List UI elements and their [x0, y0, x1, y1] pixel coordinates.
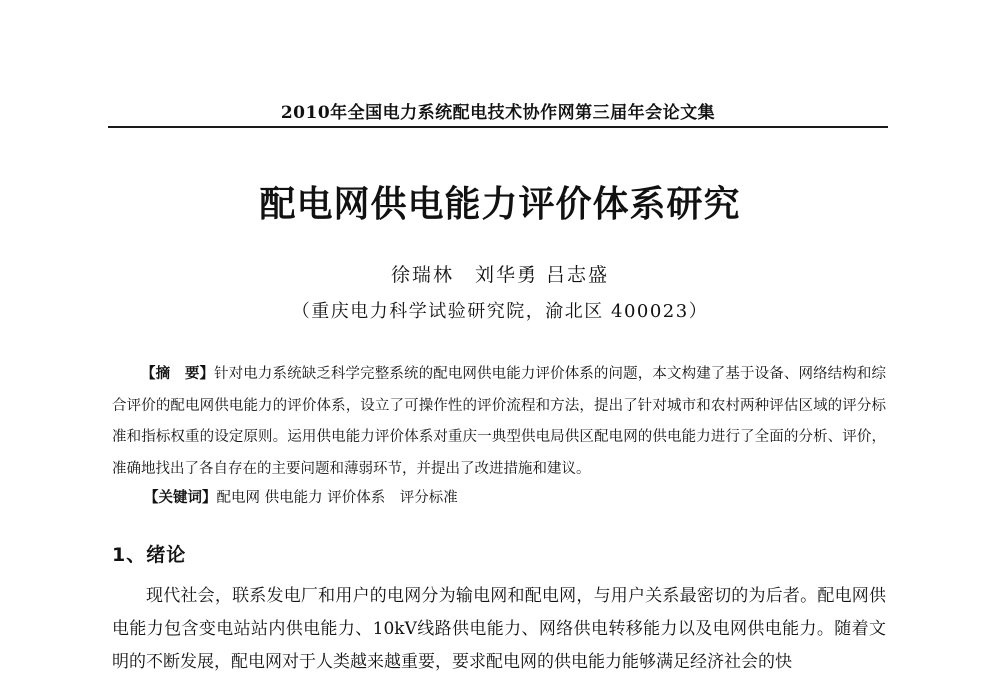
keywords-label: 【关键词】 — [144, 489, 217, 506]
paper-title: 配电网供电能力评价体系研究 — [259, 184, 741, 225]
abstract-label: 【摘 要】 — [141, 365, 215, 382]
section-heading-introduction: 1、绪论 — [112, 544, 187, 566]
abstract-paragraph — [112, 358, 886, 485]
introduction-paragraph: 现代社会，联系发电厂和用户的电网分为输电网和配电网，与用户关系最密切的为后者。配电网供电能力包含变电站站内供电能力、10kV线路供电能力、网络供电转移能力以及电网供电能力。随着文明的不断发展，配电网对于人类越来越重要，要求配电网的供电能力能够满足经济社会的快 — [112, 586, 886, 672]
keywords-line — [144, 486, 884, 507]
keywords-text: 配电网 供电能力 评价体系 评分标准 — [216, 490, 458, 506]
abstract-text: 针对电力系统缺乏科学完整系统的配电网供电能力评价体系的问题，本文构建了基于设备、网络结构和综合评价的配电网供电能力的评价体系，设立了可操作性的评价流程和方法，提出了针对城市和农村两种评估区域的评分标准和指标权重的设定原则。运用供电能力评价体系对重庆一典型供电局供区配电网的供电能力进行了全面的分析、评价，准确地找出了各自存在的主要问题和薄弱环节，并提出了改进措施和建议。 — [112, 366, 887, 477]
paper-authors: 徐瑞林 刘华勇 吕志盛 — [390, 264, 610, 286]
paper-affiliation: （重庆电力科学试验研究院，渝北区 400023） — [291, 301, 709, 322]
proceedings-header: 2010年全国电力系统配电技术协作网第三届年会论文集 — [280, 103, 716, 123]
header-rule — [108, 126, 888, 128]
